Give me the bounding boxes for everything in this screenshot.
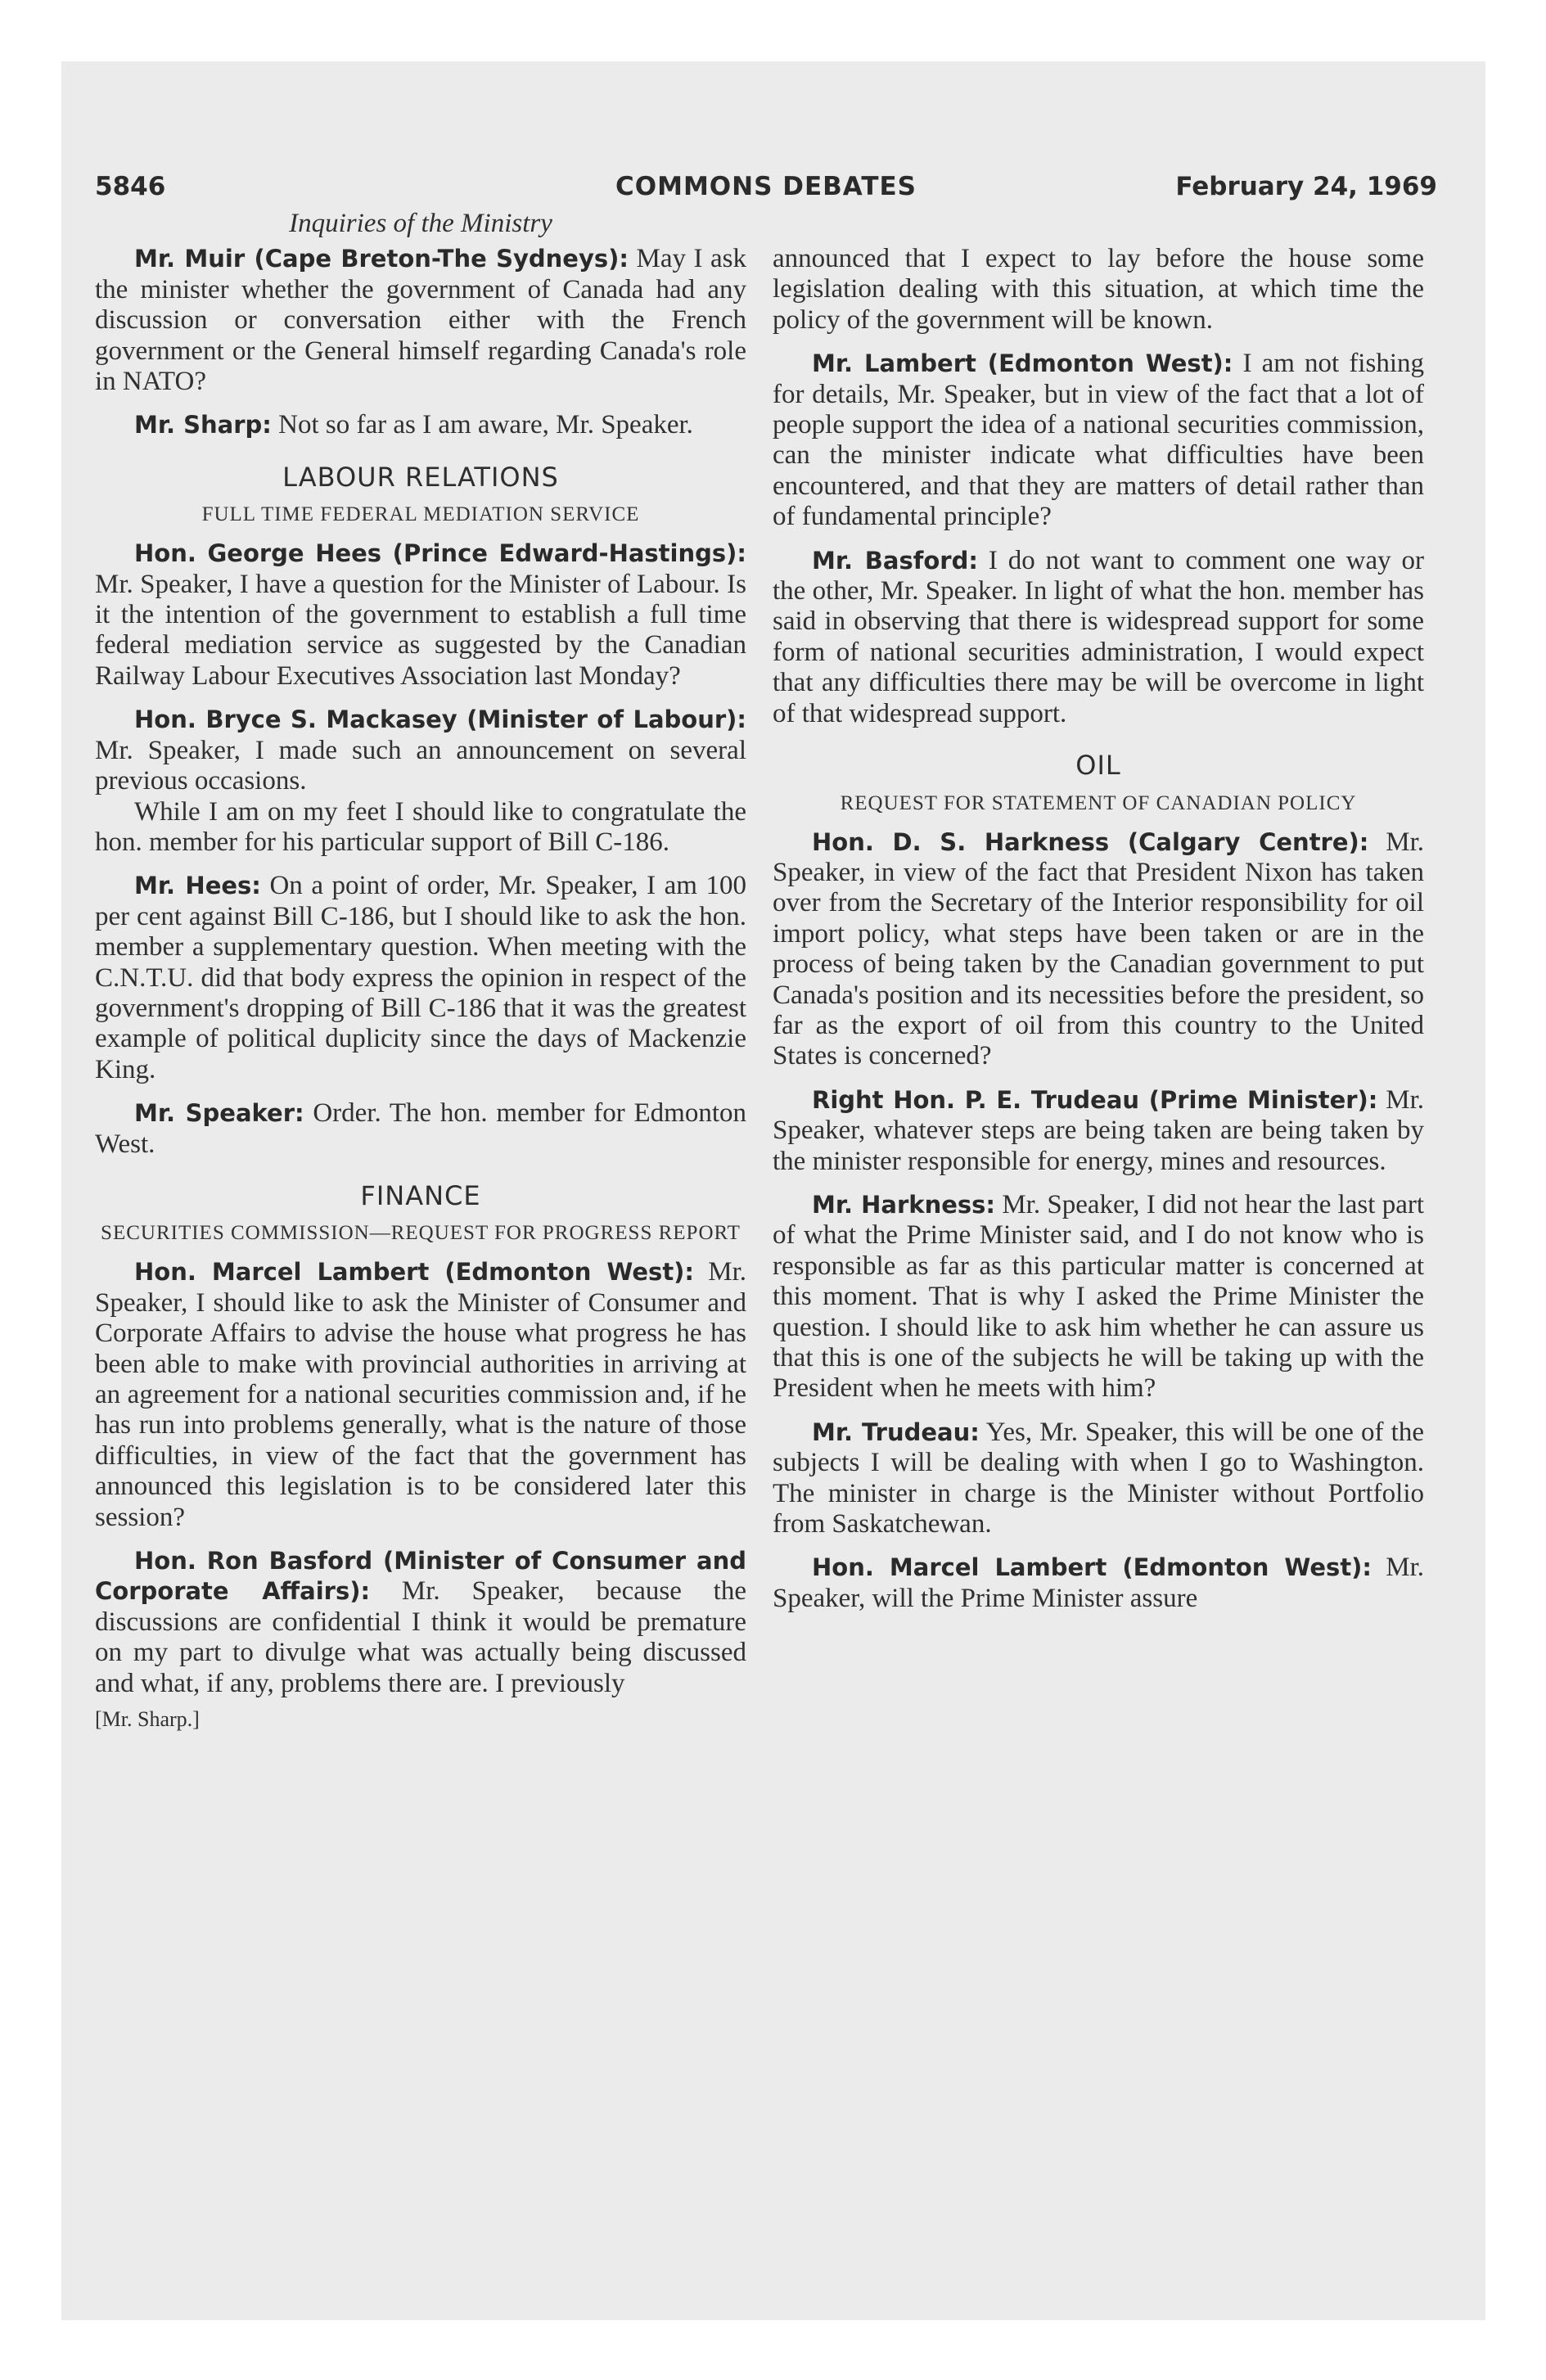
speaker-name: Hon. Marcel Lambert (Edmonton West): bbox=[812, 1553, 1372, 1582]
speech-paragraph bbox=[95, 871, 746, 1085]
publication-date: February 24, 1969 bbox=[1175, 172, 1437, 201]
speech-paragraph bbox=[773, 1190, 1424, 1404]
right-column bbox=[773, 209, 1424, 1627]
speech-text: Mr. Speaker, I have a question for the Minister of Labour. Is it the intention of the government to establish a full time federal mediation service as suggested by the Canadian Railway Labour Executives Association last Monday? bbox=[95, 569, 746, 691]
speaker-name: Hon. Bryce S. Mackasey (Minister of Labour): bbox=[134, 705, 746, 734]
speech-text: Order. The hon. member for Edmonton West. bbox=[95, 1098, 746, 1159]
speech-paragraph bbox=[773, 1085, 1424, 1177]
speech-text: Mr. Speaker, I made such an announcement on several previous occasions. bbox=[95, 735, 746, 796]
speech-paragraph bbox=[95, 705, 746, 796]
speech-text: I am not fishing for details, Mr. Speaker, but in view of the fact that a lot of people support the idea of a national securities commission, can the minister indicate what difficulties have been encountered, and that they are matters of detail rather than of fundamental principle? bbox=[773, 349, 1424, 532]
speech-paragraph bbox=[95, 539, 746, 692]
speech-paragraph bbox=[773, 546, 1424, 729]
subsection-heading: FULL TIME FEDERAL MEDIATION SERVICE bbox=[201, 503, 640, 526]
speaker-name: Mr. Lambert (Edmonton West): bbox=[812, 349, 1233, 378]
speaker-name: Hon. Marcel Lambert (Edmonton West): bbox=[134, 1258, 695, 1287]
speaker-name: Mr. Muir (Cape Breton-The Sydneys): bbox=[134, 245, 629, 273]
speech-text: Mr. Speaker, whatever steps are being taken are being taken by the minister responsible for energy, mines and resources. bbox=[773, 1084, 1425, 1176]
section-heading: LABOUR RELATIONS bbox=[282, 461, 559, 493]
speech-text: Mr. Speaker, in view of the fact that President Nixon has taken over from the Secretary of the Interior responsibility for oil import policy, what steps have been taken or are in the process of being taken by the Canadian government to put Canada's position and its necessities before the president, so far as the export of oil from this country to the United States is concerned? bbox=[773, 827, 1424, 1071]
page-header bbox=[95, 172, 1437, 213]
speech-paragraph bbox=[95, 1546, 746, 1699]
speech-text: Mr. Speaker, I should like to ask the Minister of Consumer and Corporate Affairs to advise the house what progress he has been able to make with provincial authorities in arriving at an agreement for a national securities commission and, if he has run into problems generally, what is the nature of those difficulties, in view of the fact that the government has announced this legislation is to be considered later this session? bbox=[95, 1257, 746, 1532]
speech-text: On a point of order, Mr. Speaker, I am 100 per cent against Bill C-186, but I should like to ask the hon. member a supplementary question. When meeting with the C.N.T.U. did that body express the opinion in respect of the government's dropping of Bill C-186 that it was the greatest example of political duplicity since the days of Mackenzie King. bbox=[95, 871, 746, 1084]
speaker-name: Mr. Basford: bbox=[812, 546, 978, 575]
speech-paragraph bbox=[773, 349, 1424, 532]
speech-paragraph bbox=[95, 1098, 746, 1160]
left-column bbox=[95, 209, 746, 1734]
speech-paragraph bbox=[95, 410, 746, 440]
section-heading: FINANCE bbox=[360, 1179, 481, 1211]
speech-text: Mr. Speaker, because the discussions are confidential I think it would be premature on my part to divulge what was actually being discussed and what, if any, problems there are. I previously bbox=[95, 1576, 746, 1698]
speaker-name: Mr. Sharp: bbox=[134, 411, 272, 439]
subsection-heading: REQUEST FOR STATEMENT OF CANADIAN POLICY bbox=[840, 791, 1357, 814]
speech-paragraph bbox=[95, 244, 746, 397]
speech-text: May I ask the minister whether the government of Canada had any discussion or conversation either with the French government or the General himself regarding Canada's role in NATO? bbox=[95, 244, 747, 397]
speaker-reference: [Mr. Sharp.] bbox=[95, 1707, 200, 1732]
section-heading: OIL bbox=[1075, 750, 1121, 782]
speaker-name: Mr. Trudeau: bbox=[812, 1418, 980, 1446]
speech-paragraph bbox=[773, 1418, 1424, 1540]
speaker-name: Mr. Speaker: bbox=[134, 1099, 304, 1128]
speech-text: Not so far as I am aware, Mr. Speaker. bbox=[278, 410, 693, 440]
subsection-heading: SECURITIES COMMISSION—REQUEST FOR PROGRESS REPORT bbox=[101, 1222, 741, 1245]
speech-paragraph: announced that I expect to lay before the house some legislation dealing with this situation, at which time the policy of the government will be known. bbox=[773, 244, 1424, 335]
speech-paragraph bbox=[773, 1553, 1424, 1614]
speaker-name: Right Hon. P. E. Trudeau (Prime Minister): bbox=[812, 1085, 1378, 1114]
speaker-name: Mr. Hees: bbox=[134, 872, 261, 900]
speaker-name: Hon. Ron Basford (Minister of Consumer and Corporate Affairs): bbox=[95, 1547, 746, 1606]
speech-paragraph: While I am on my feet I should like to congratulate the hon. member for his particular support of Bill C-186. bbox=[95, 796, 746, 857]
speaker-name: Hon. George Hees (Prince Edward-Hastings): bbox=[134, 539, 746, 568]
speech-text: I do not want to comment one way or the other, Mr. Speaker. In light of what the hon. member has said in observing that there is widespread support for some form of national securities administration, I would expect that any difficulties there may be will be overcome in light of that widespread support. bbox=[773, 545, 1425, 728]
running-head: Inquiries of the Ministry bbox=[289, 209, 552, 238]
speech-text: Yes, Mr. Speaker, this will be one of the subjects I will be dealing with when I go to Washington. The minister in charge is the Minister without Portfolio from Saskatchewan. bbox=[773, 1417, 1425, 1539]
speech-paragraph bbox=[773, 827, 1424, 1072]
speech-text: Mr. Speaker, will the Prime Minister assure bbox=[773, 1553, 1424, 1613]
speech-text: Mr. Speaker, I did not hear the last part of what the Prime Minister said, and I do not know who is responsible as far as this particular matter is concerned at this moment. That is why I asked the Prime Minister the question. I should like to ask him whether he can assure us that this is one of the subjects he will be taking up with the President when he meets with him? bbox=[773, 1189, 1425, 1404]
publication-title: COMMONS DEBATES bbox=[615, 172, 917, 201]
speech-paragraph bbox=[95, 1257, 746, 1533]
speaker-name: Mr. Harkness: bbox=[812, 1190, 996, 1219]
speaker-name: Hon. D. S. Harkness (Calgary Centre): bbox=[812, 827, 1369, 856]
page-number: 5846 bbox=[95, 172, 166, 201]
